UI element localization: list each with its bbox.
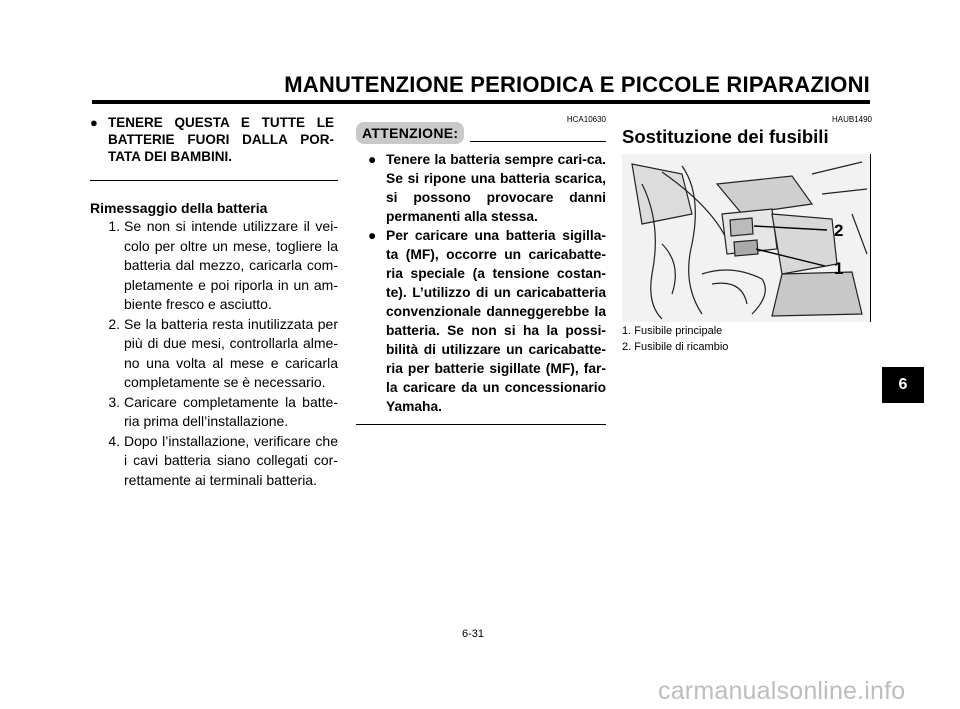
fuse-box-illustration xyxy=(622,154,871,322)
list-item: 2. Se la batteria resta inutilizzata per più di due mesi, controllarla alme-no una volta al mese e caricarla completamente se è necessario. xyxy=(108,315,338,390)
section-title: Sostituzione dei fusibili xyxy=(622,126,829,147)
warning-text: TENERE QUESTA E TUTTE LE BATTERIE FUORI DALLA POR-TATA DEI BAMBINI. xyxy=(108,115,334,164)
battery-storage-title: Rimessaggio della batteria xyxy=(90,200,268,216)
callout-label: 2 xyxy=(834,221,844,240)
page-number: 6-31 xyxy=(462,628,485,640)
watermark: carmanualsonline.info xyxy=(658,677,906,705)
attention-badge: ATTENZIONE: xyxy=(356,122,464,144)
storage-steps xyxy=(90,217,338,490)
reference-code: HAUB1490 xyxy=(831,115,872,124)
attention-heading xyxy=(356,122,606,144)
callout-label: 1 xyxy=(834,259,844,278)
right-column xyxy=(622,112,872,353)
chapter-tab: 6 xyxy=(882,367,924,403)
fuse-box-drawing xyxy=(622,154,870,322)
attention-list xyxy=(356,150,606,416)
bullet-icon: ● xyxy=(368,228,377,243)
left-column xyxy=(90,114,338,490)
list-item: 4. Dopo l’installazione, verificare che i cavi batteria siano collegati cor-rettamente ai terminali batteria. xyxy=(108,432,338,488)
list-item: ● Tenere la batteria sempre cari-ca. Se si ripone una batteria scarica, si possono provocare danni permanenti alla stessa. xyxy=(356,150,606,226)
reference-code: HCA10630 xyxy=(566,115,606,124)
attention-rule xyxy=(470,141,606,142)
warning-bullet xyxy=(90,114,338,165)
bullet-icon: ● xyxy=(90,115,98,130)
list-item: 3. Caricare completamente la batte-ria prima dell’installazione. xyxy=(108,393,338,429)
divider xyxy=(90,180,338,181)
list-item: 1. Se non si intende utilizzare il vei-colo per oltre un mese, togliere la batteria dal mezzo, caricarla com-pletamente e poi riporla in un am-biente fresco e asciutto. xyxy=(108,218,338,312)
header-rule xyxy=(92,100,870,104)
caption-item: 1. Fusibile principale xyxy=(622,325,723,337)
list-item: ● Per caricare una batteria sigilla-ta (MF), occorre un caricabatte-ria speciale (a tensione costan-te). L’utilizzo di un caricabatteria convenzionale danneggerebbe la batteria. Se non si ha la possi-bilità di utilizzare un caricabatte-ria per batterie sigillate (MF), far-la caricare da un concessionario Yamaha. xyxy=(356,226,606,416)
page-header-title: MANUTENZIONE PERIODICA E PICCOLE RIPARAZIONI xyxy=(284,72,870,97)
middle-column xyxy=(356,112,606,425)
caption-item: 2. Fusibile di ricambio xyxy=(622,340,729,353)
divider xyxy=(356,424,606,425)
bullet-icon: ● xyxy=(368,152,377,167)
